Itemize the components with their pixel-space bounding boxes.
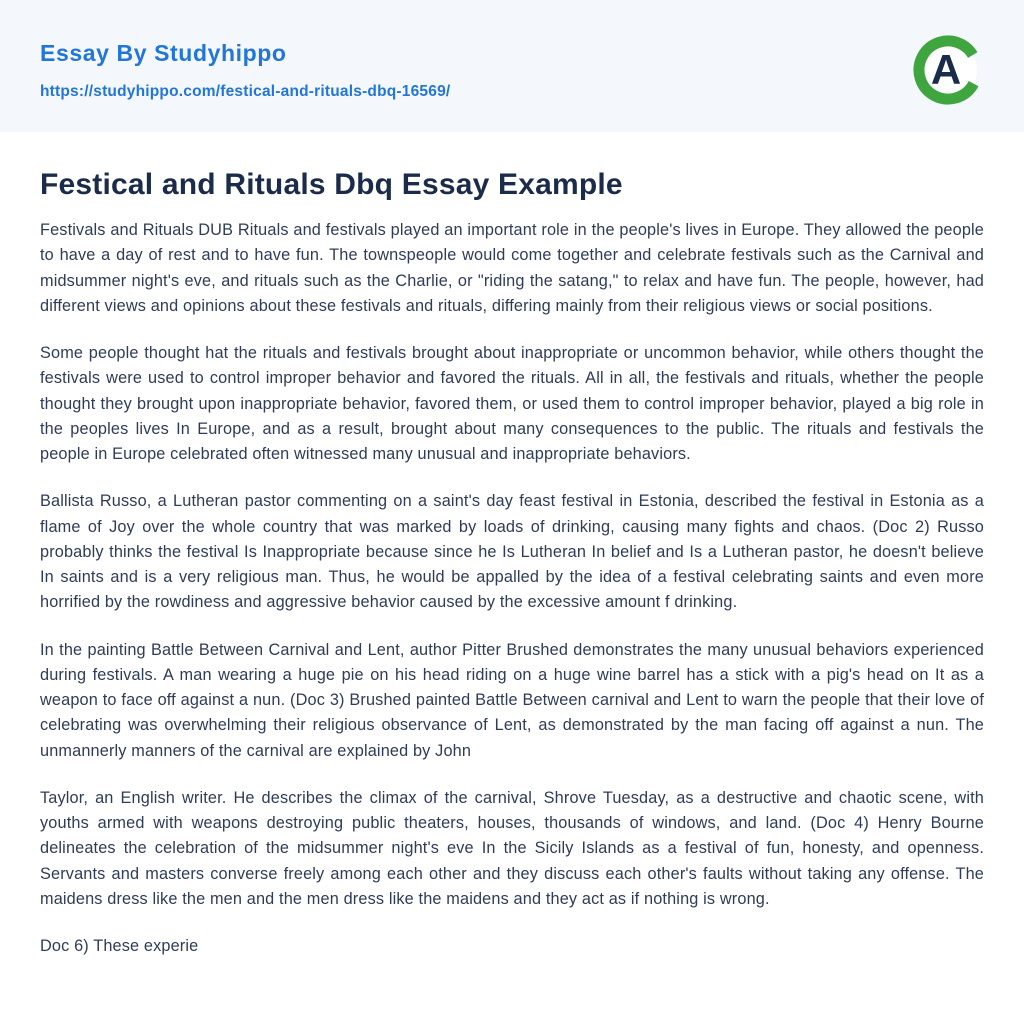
essay-paragraph: Taylor, an English writer. He describes the climax of the carnival, Shrove Tuesday, as a destructive and chaotic scene, with youths armed with weapons destroying public theaters, houses, thousands of windows, and land. (Doc 4) Henry Bourne delineates the celebration of the midsummer night's eve In the Sicily Islands as a festival of fun, honesty, and openness. Servants and masters converse freely among each other and they discuss each other's faults without taking any offense. The maidens dress like the men and the men dress like the maidens and they act as if nothing is wrong.: [40, 788, 984, 908]
essay-paragraph: Some people thought hat the rituals and festivals brought about inappropriate or uncommon behavior, while others thought the festivals were used to control improper behavior and favored the rituals. All in all, the festivals and rituals, whether the people thought they brought upon inappropriate behavior, favored them, or used them to control improper behavior, played a big role in the peoples lives In Europe, and as a result, brought about many consequences to the public. The rituals and festivals the people in Europe celebrated often witnessed many unusual and inappropriate behaviors.: [40, 344, 984, 463]
logo-letter: A: [930, 46, 962, 93]
essay-content: [0, 132, 1024, 989]
essay-paragraph: Doc 6) These experie: [40, 937, 199, 955]
logo-a-icon: [912, 34, 984, 106]
essay-title: Festical and Rituals Dbq Essay Example: [40, 168, 623, 201]
page-header: [0, 0, 1024, 132]
essay-paragraph: Ballista Russo, a Lutheran pastor commenting on a saint's day feast festival in Estonia, described the festival in Estonia as a flame of Joy over the whole country that was marked by loads of drinking, causing many fights and chaos. (Doc 2) Russo probably thinks the festival Is Inappropriate because since he Is Lutheran In belief and Is a Lutheran pastor, he doesn't believe In saints and is a very religious man. Thus, he would be appalled by the idea of a festival celebrating saints and even more horrified by the rowdiness and aggressive behavior caused by the excessive amount f drinking.: [40, 492, 984, 612]
essay-url-link[interactable]: https://studyhippo.com/festical-and-rituals-dbq-16569/: [40, 82, 451, 100]
studyhippo-logo[interactable]: [912, 34, 984, 106]
header-text-block: [40, 40, 450, 101]
essay-paragraph: In the painting Battle Between Carnival and Lent, author Pitter Brushed demonstrates the many unusual behaviors experienced during festivals. A man wearing a huge pie on his head riding on a huge wine barrel has a stick with a pig's head on It as a weapon to face off against a nun. (Doc 3) Brushed painted Battle Between carnival and Lent to warn the people that their love of celebrating was overwhelming their religious observance of Lent, as demonstrated by the man facing off against a nun. The unmannerly manners of the carnival are explained by John: [40, 640, 984, 760]
site-title-link[interactable]: Essay By Studyhippo: [40, 39, 287, 66]
essay-paragraph: Festivals and Rituals DUB Rituals and festivals played an important role in the people's lives in Europe. They allowed the people to have a day of rest and to have fun. The townspeople would come together and celebrate festivals such as the Carnival and midsummer night's eve, and rituals such as the Charlie, or "riding the satang," to relax and have fun. The people, however, had different views and opinions about these festivals and rituals, differing mainly from their religious views or social positions.: [40, 221, 984, 315]
